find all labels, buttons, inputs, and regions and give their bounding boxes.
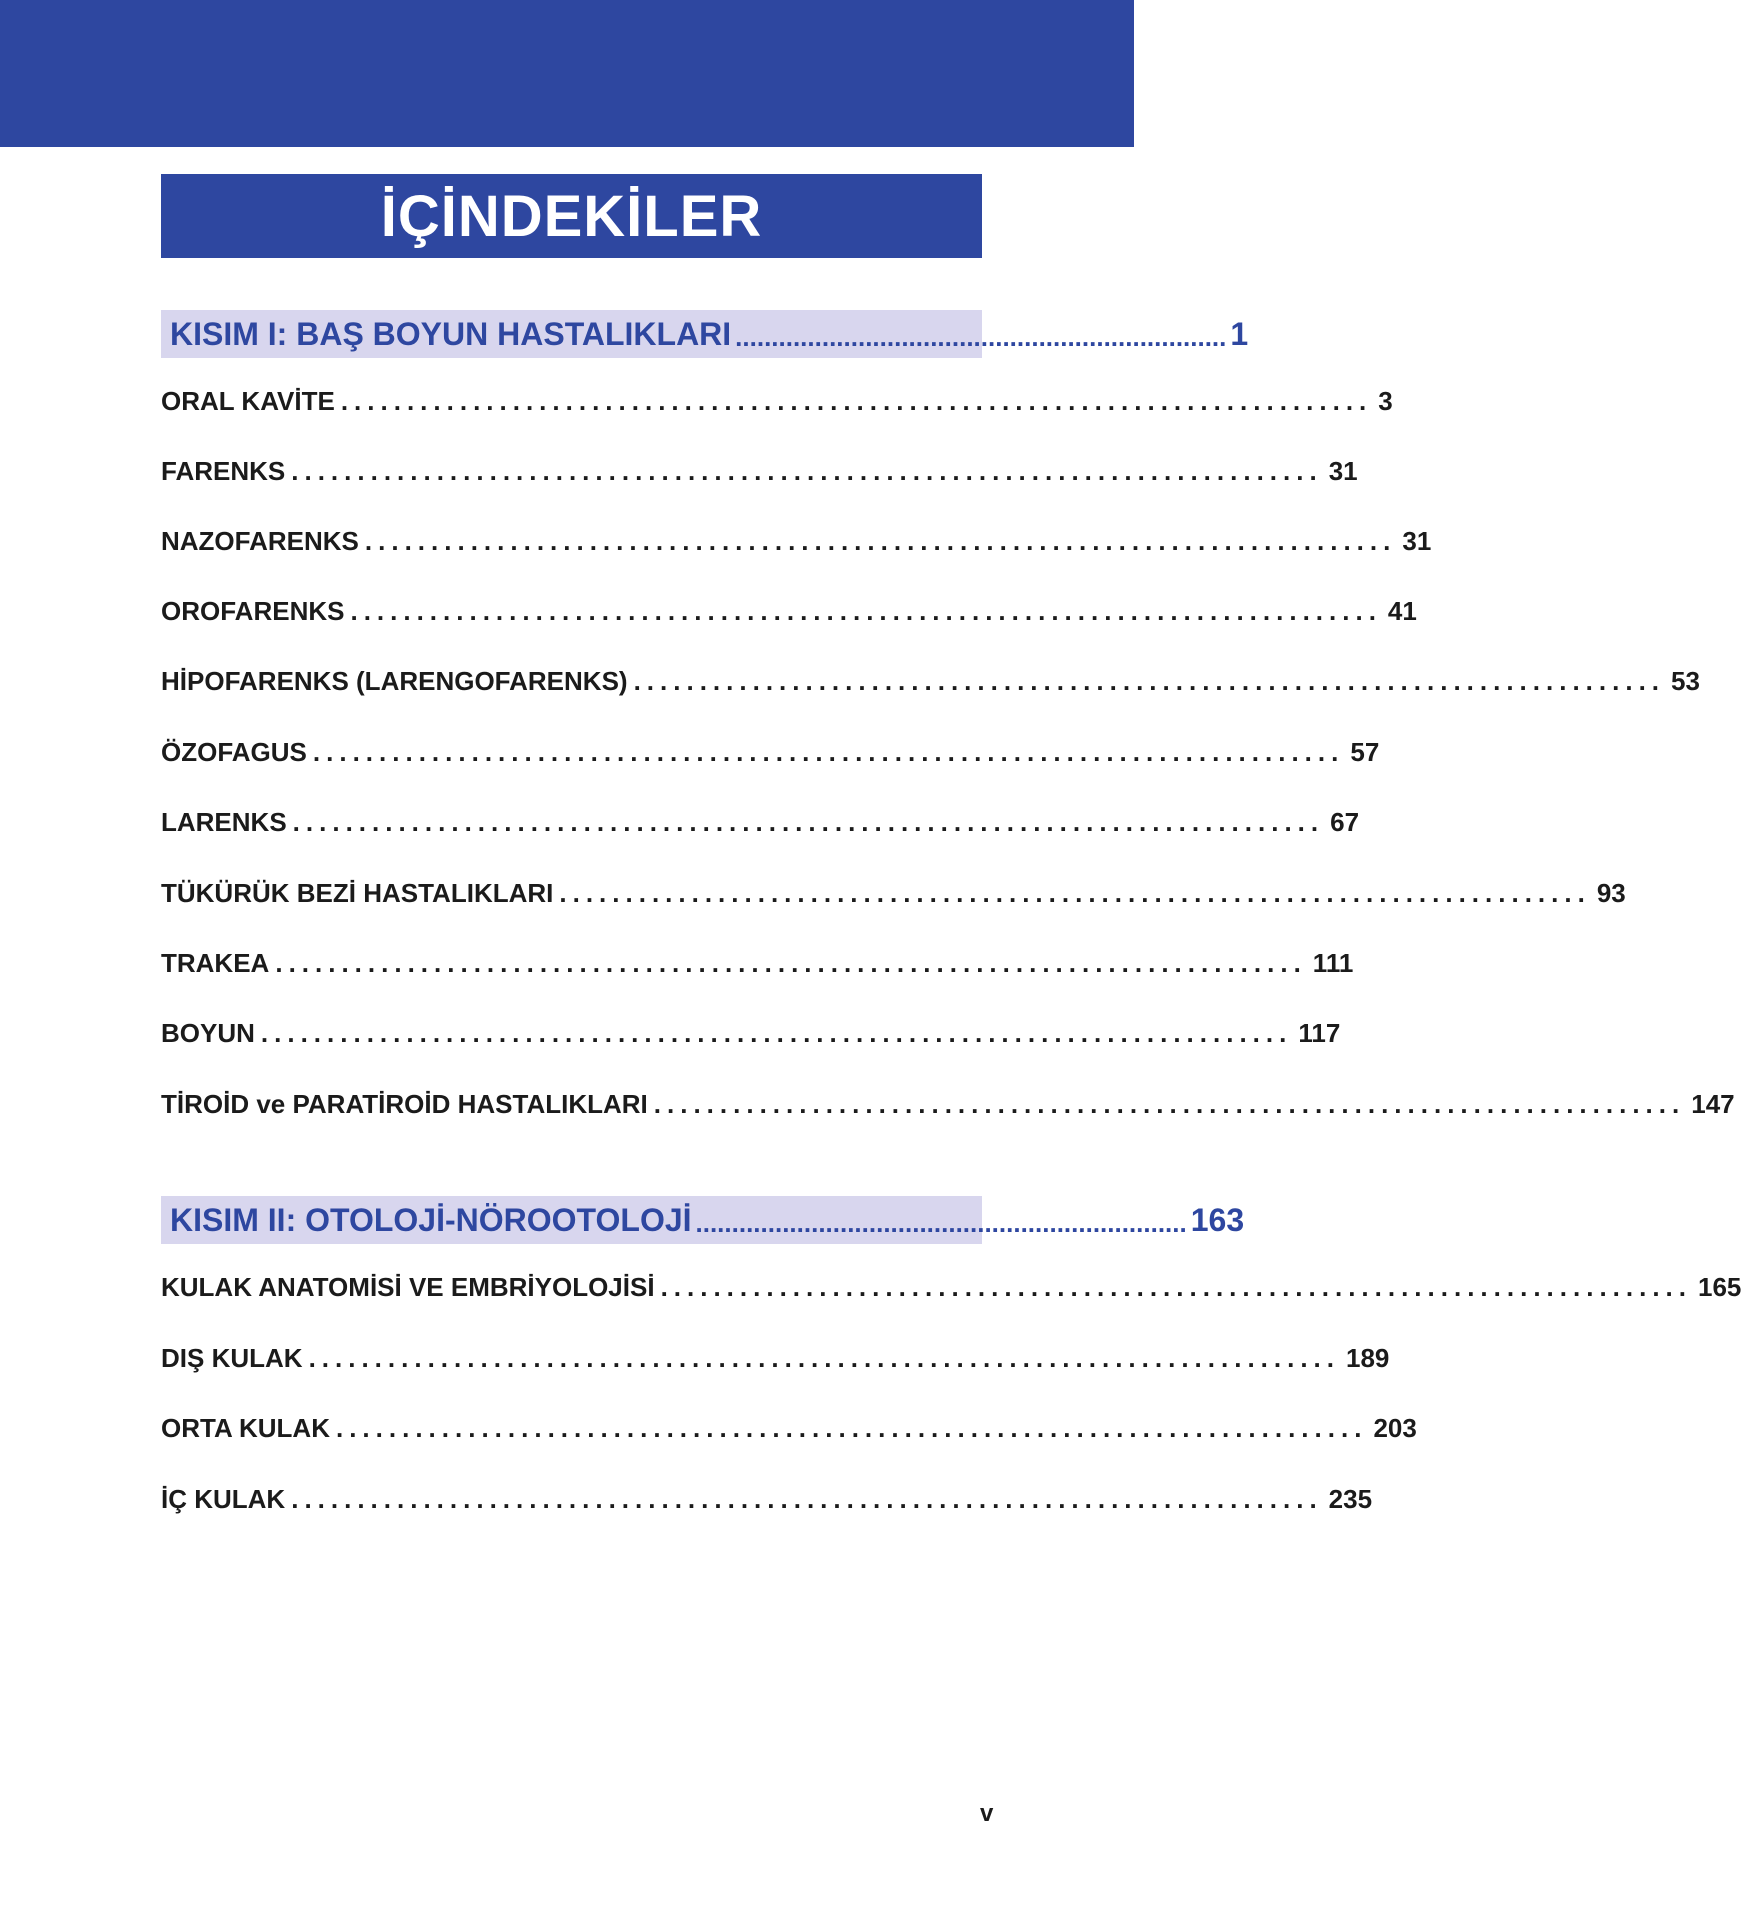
page-title: İÇİNDEKİLER — [380, 183, 763, 249]
toc-entry[interactable] — [161, 948, 1354, 984]
toc-entry-page: 57 — [1350, 737, 1380, 767]
toc-entry-title: KULAK ANATOMİSİ VE EMBRİYOLOJİSİ — [161, 1272, 655, 1302]
toc-entry-title: TÜKÜRÜK BEZİ HASTALIKLARI — [161, 878, 554, 908]
toc-entry-title: TRAKEA — [161, 948, 270, 978]
dot-leader: .............................................................................. — [260, 1018, 1293, 1048]
part-page: 1 — [1230, 315, 1249, 352]
dot-leader: .............................................................................. — [350, 596, 1382, 626]
toc-entry-title: HİPOFARENKS (LARENGOFARENKS) — [161, 666, 628, 696]
toc-entry-page: 147 — [1691, 1089, 1735, 1119]
toc-entry-title: ORTA KULAK — [161, 1413, 330, 1443]
toc-entry-page: 31 — [1328, 456, 1358, 486]
part-page: 163 — [1190, 1201, 1245, 1238]
toc-entry-page: 3 — [1378, 386, 1393, 416]
toc-entry[interactable] — [161, 1272, 1741, 1308]
toc-entry[interactable] — [161, 1089, 1735, 1125]
toc-entry-page: 117 — [1298, 1018, 1341, 1048]
dot-leader: .............................................................................. — [653, 1089, 1686, 1119]
toc-entry[interactable] — [161, 666, 1700, 702]
toc-entry[interactable] — [161, 807, 1360, 843]
toc-entry-title: İÇ KULAK — [161, 1484, 286, 1514]
toc-entry[interactable] — [161, 1484, 1373, 1520]
dot-leader: .............................................................................. — [364, 526, 1397, 556]
dot-leader: .............................................................................. — [291, 456, 1323, 486]
toc-entry-page: 53 — [1671, 666, 1700, 696]
toc-entry[interactable] — [161, 526, 1432, 562]
toc-entry-title: OROFARENKS — [161, 596, 345, 626]
dot-leader: .............................................................................. — [335, 1413, 1368, 1443]
toc-entry-page: 31 — [1402, 526, 1432, 556]
header-band — [0, 0, 1134, 147]
page-number: v — [980, 1800, 994, 1827]
toc-entry[interactable] — [161, 737, 1380, 773]
toc-entry[interactable] — [161, 456, 1358, 492]
part-header-2[interactable] — [161, 1196, 1245, 1244]
toc-entry[interactable] — [161, 1018, 1341, 1054]
toc-entry-title: FARENKS — [161, 456, 286, 486]
dot-leader: .............................................................................. — [275, 948, 1307, 978]
dot-leader: .............................................................................. — [312, 737, 1345, 767]
toc-entry-title: BOYUN — [161, 1018, 255, 1048]
dot-leader: .............................................................................. — [340, 386, 1373, 416]
toc-entry[interactable] — [161, 386, 1393, 422]
toc-entry-page: 189 — [1346, 1343, 1390, 1373]
toc-entry-title: ORAL KAVİTE — [161, 386, 335, 416]
toc-entry-page: 235 — [1328, 1484, 1373, 1514]
part-title: KISIM I: BAŞ BOYUN HASTALIKLARI — [170, 315, 732, 352]
toc-entry-page: 165 — [1698, 1272, 1741, 1302]
dot-leader: .................................................................... — [695, 1207, 1187, 1238]
toc-entry-title: NAZOFARENKS — [161, 526, 359, 556]
toc-entry-title: TİROİD ve PARATİROİD HASTALIKLARI — [161, 1089, 648, 1119]
dot-leader: .............................................................................. — [292, 807, 1325, 837]
dot-leader: .................................................................... — [735, 321, 1227, 352]
page-title-bar — [161, 174, 982, 258]
toc-entry[interactable] — [161, 1413, 1417, 1449]
toc-entry-title: LARENKS — [161, 807, 287, 837]
toc-entry-page: 67 — [1330, 807, 1360, 837]
toc-entry-page: 203 — [1373, 1413, 1417, 1443]
toc-entry-page: 41 — [1387, 596, 1417, 626]
toc-entry-title: ÖZOFAGUS — [161, 737, 307, 767]
dot-leader: .............................................................................. — [633, 666, 1666, 696]
toc-entry[interactable] — [161, 596, 1417, 632]
part-title: KISIM II: OTOLOJİ-NÖROOTOLOJİ — [170, 1201, 692, 1238]
dot-leader: .............................................................................. — [291, 1484, 1323, 1514]
toc-entry[interactable] — [161, 1343, 1390, 1379]
toc-entry[interactable] — [161, 878, 1626, 914]
dot-leader: .............................................................................. — [308, 1343, 1341, 1373]
dot-leader: .............................................................................. — [660, 1272, 1693, 1302]
dot-leader: .............................................................................. — [559, 878, 1591, 908]
part-header-1[interactable] — [161, 310, 1249, 358]
toc-entry-page: 93 — [1596, 878, 1626, 908]
toc-entry-title: DIŞ KULAK — [161, 1343, 303, 1373]
toc-entry-page: 111 — [1312, 948, 1354, 978]
